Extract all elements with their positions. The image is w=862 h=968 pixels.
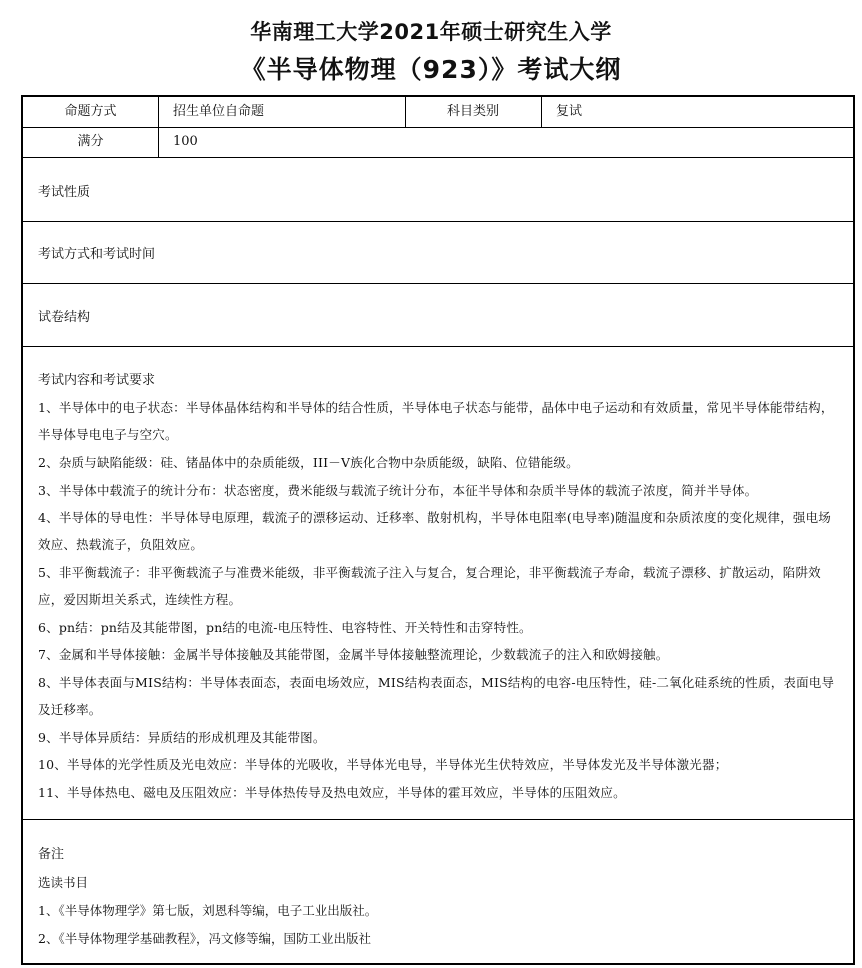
mode-value: 招生单位自命题 xyxy=(173,104,265,119)
row-divider xyxy=(23,346,853,347)
row-divider xyxy=(23,157,853,158)
category-value: 复试 xyxy=(556,104,583,119)
section-method-time: 考试方式和考试时间 xyxy=(38,247,156,262)
row-divider xyxy=(23,819,853,820)
section-notes: 备注 xyxy=(38,847,65,862)
mode-label: 命题方式 xyxy=(64,104,117,119)
content-item: 6、pn结：pn结及其能带图，pn结的电流-电压特性、电容特性、开关特性和击穿特性。 xyxy=(38,620,532,635)
page-title-line1: 华南理工大学2021年硕士研究生入学 xyxy=(250,20,612,44)
references-title: 选读书目 xyxy=(38,875,89,890)
content-item: 8、半导体表面与MIS结构：半导体表面态，表面电场效应，MIS结构表面态，MIS结构的电容-电压特性，硅-二氧化硅系统的性质，表面电导及迁移率。 xyxy=(38,675,835,718)
content-item: 1、半导体中的电子状态：半导体晶体结构和半导体的结合性质，半导体电子状态与能带，晶体中电子运动和有效质量，常见半导体能带结构，半导体导电电子与空穴。 xyxy=(38,400,834,443)
row-divider xyxy=(23,283,853,284)
section-nature: 考试性质 xyxy=(38,185,91,200)
category-label: 科目类别 xyxy=(446,104,499,119)
score-value: 100 xyxy=(173,134,198,149)
score-label: 满分 xyxy=(77,134,104,149)
content-item: 10、半导体的光学性质及光电效应：半导体的光吸收，半导体光电导，半导体光生伏特效应，半导体发光及半导体激光器； xyxy=(38,757,728,772)
content-item: 2、杂质与缺陷能级：硅、锗晶体中的杂质能级，III－V族化合物中杂质能级，缺陷、位错能级。 xyxy=(38,455,579,470)
col-divider xyxy=(541,97,542,127)
content-item: 3、半导体中载流子的统计分布：状态密度，费米能级与载流子统计分布，本征半导体和杂质半导体的载流子浓度，简并半导体。 xyxy=(38,483,758,498)
content-item: 4、半导体的导电性：半导体导电原理，载流子的漂移运动、迁移率、散射机构，半导体电阻率(电导率)随温度和杂质浓度的变化规律，强电场效应、热载流子，负阻效应。 xyxy=(38,510,832,553)
col-divider xyxy=(158,97,159,157)
row-divider xyxy=(23,221,853,222)
section-structure: 试卷结构 xyxy=(38,310,91,325)
row-divider xyxy=(23,127,853,128)
syllabus-table xyxy=(21,95,855,965)
reference-item: 2、《半导体物理学基础教程》，冯文修等编，国防工业出版社 xyxy=(38,931,371,946)
page-title-line2: 《半导体物理（923）》考试大纲 xyxy=(240,55,622,84)
content-item: 11、半导体热电、磁电及压阻效应：半导体热传导及热电效应，半导体的霍耳效应，半导体的压阻效应。 xyxy=(38,785,626,800)
section-content: 考试内容和考试要求 xyxy=(38,373,156,388)
content-item: 7、金属和半导体接触：金属半导体接触及其能带图，金属半导体接触整流理论，少数载流子的注入和欧姆接触。 xyxy=(38,647,669,662)
content-item: 5、非平衡载流子：非平衡载流子与准费米能级，非平衡载流子注入与复合，复合理论，非平衡载流子寿命，载流子漂移、扩散运动，陷阱效应，爱因斯坦关系式，连续性方程。 xyxy=(38,565,821,608)
reference-item: 1、《半导体物理学》第七版，刘恩科等编，电子工业出版社。 xyxy=(38,903,378,918)
content-item: 9、半导体异质结：异质结的形成机理及其能带图。 xyxy=(38,730,326,745)
